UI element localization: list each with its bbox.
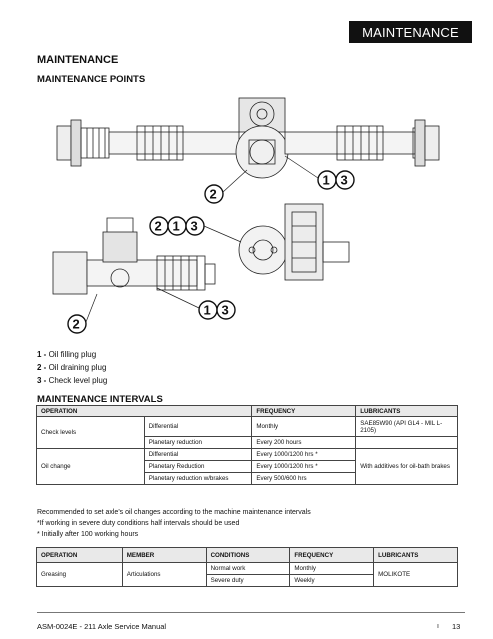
callout-1-mid bbox=[168, 217, 186, 235]
table-row: Planetary reduction w/brakes Every 500/600 hrs bbox=[37, 473, 458, 485]
callout-1-low bbox=[199, 301, 217, 319]
section-tab: MAINTENANCE bbox=[349, 21, 472, 43]
col-frequency: FREQUENCY bbox=[290, 548, 374, 563]
footer-divider bbox=[37, 612, 465, 613]
notes bbox=[37, 507, 311, 540]
col-operation: OPERATION bbox=[37, 406, 252, 417]
svg-text:3: 3 bbox=[190, 218, 198, 234]
svg-text:3: 3 bbox=[340, 172, 348, 188]
footer-document-title: ASM-0024E - 211 Axle Service Manual bbox=[37, 622, 167, 631]
callout-2-low bbox=[68, 315, 86, 333]
svg-text:1: 1 bbox=[322, 172, 330, 188]
table-row: Greasing Articulations Normal work Monthly MOLIKOTE bbox=[37, 563, 458, 575]
col-lubricants: LUBRICANTS bbox=[356, 406, 458, 417]
callout-3-top bbox=[336, 171, 354, 189]
legend-item: 2 - Oil draining plug bbox=[37, 363, 107, 372]
footer-separator: ı bbox=[437, 623, 439, 630]
svg-text:3: 3 bbox=[221, 302, 229, 318]
table-row: Severe duty Weekly bbox=[37, 575, 458, 587]
table-header-row bbox=[37, 548, 458, 563]
note: * Initially after 100 working hours bbox=[37, 531, 139, 538]
axle-side-view bbox=[53, 204, 349, 294]
legend-item: 1 - Oil filling plug bbox=[37, 350, 97, 359]
legend-item: 3 - Check level plug bbox=[37, 376, 108, 385]
maintenance-intervals-table bbox=[36, 405, 458, 485]
svg-text:2: 2 bbox=[209, 186, 217, 202]
table-row: Check levels Differential Monthly SAE85W90 (API GL4 - MIL L-2105) bbox=[37, 417, 458, 437]
svg-text:1: 1 bbox=[172, 218, 180, 234]
callout-2-top bbox=[205, 185, 223, 203]
col-frequency: FREQUENCY bbox=[252, 406, 356, 417]
note: Recommended to set axle's oil changes according to the machine maintenance intervals bbox=[37, 509, 311, 516]
axle-diagram bbox=[37, 92, 457, 344]
col-lubricants: LUBRICANTS bbox=[374, 548, 458, 563]
maintenance-intervals-heading: MAINTENANCE INTERVALS bbox=[37, 394, 163, 405]
page-number: 13 bbox=[452, 622, 461, 631]
table-row: Planetary Reduction Every 1000/1200 hrs * bbox=[37, 461, 458, 473]
svg-text:2: 2 bbox=[154, 218, 162, 234]
callout-1-top bbox=[318, 171, 336, 189]
greasing-table bbox=[36, 547, 458, 587]
note: *If working in severe duty conditions half intervals should be used bbox=[37, 520, 240, 527]
legend-list bbox=[37, 348, 107, 387]
svg-text:1: 1 bbox=[203, 302, 211, 318]
table-row: Oil change Differential Every 1000/1200 hrs * With additives for oil-bath brakes bbox=[37, 449, 458, 461]
page-title: MAINTENANCE bbox=[37, 54, 119, 66]
col-operation: OPERATION bbox=[37, 548, 123, 563]
table-row: Planetary reduction Every 200 hours bbox=[37, 437, 458, 449]
col-member: MEMBER bbox=[122, 548, 206, 563]
table-header-row bbox=[37, 406, 458, 417]
col-conditions: CONDITIONS bbox=[206, 548, 290, 563]
svg-text:2: 2 bbox=[72, 316, 80, 332]
callout-3-mid bbox=[186, 217, 204, 235]
callout-2-mid bbox=[150, 217, 168, 235]
callout-3-low bbox=[217, 301, 235, 319]
axle-top-view bbox=[57, 98, 439, 178]
maintenance-points-heading: MAINTENANCE POINTS bbox=[37, 74, 146, 85]
